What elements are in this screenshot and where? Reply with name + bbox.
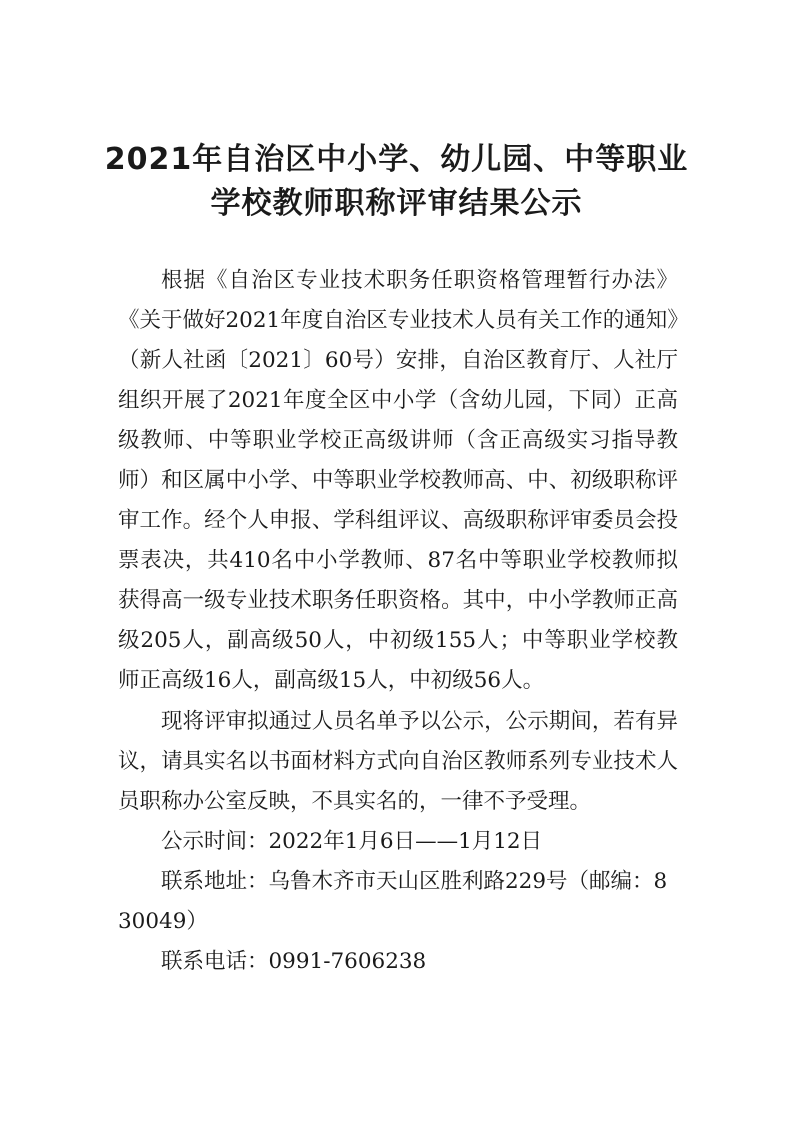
contact-phone: 联系电话：0991-7606238 [161,949,427,974]
body-paragraph-announcement: 根据《自治区专业技术职务任职资格管理暂行办法》《关于做好2021年度自治区专业技术人员有关工作的通知》（新人社函〔2021〕60号）安排，自治区教育厅、人社厅组织开展了2021年度全区中小学（含幼儿园，下同）正高级教师、中等职业学校正高级讲师（含正高级实习指导教师）和区属中小学、中等职业学校教师高、中、初级职称评审工作。经个人申报、学科组评议、高级职称评审委员会投票表决，共410名中小学教师、87名中等职业学校教师拟获得高一级专业技术职务任职资格。其中，中小学教师正高级205人，副高级50人，中初级155人；中等职业学校教师正高级16人，副高级15人，中初级56人。 [118,268,678,693]
body-paragraph-objection-notice: 现将评审拟通过人员名单予以公示，公示期间，若有异议，请具实名以书面材料方式向自治区教师系列专业技术人员职称办公室反映，不具实名的，一律不予受理。 [118,709,678,814]
document-title-line-1: 2021年自治区中小学、幼儿园、中等职业 [104,142,689,177]
contact-address: 联系地址：乌鲁木齐市天山区胜利路229号（邮编：830049） [118,869,668,934]
publicity-time: 公示时间：2022年1月6日——1月12日 [161,829,543,854]
document-title-line-2: 学校教师职称评审结果公示 [210,186,583,221]
